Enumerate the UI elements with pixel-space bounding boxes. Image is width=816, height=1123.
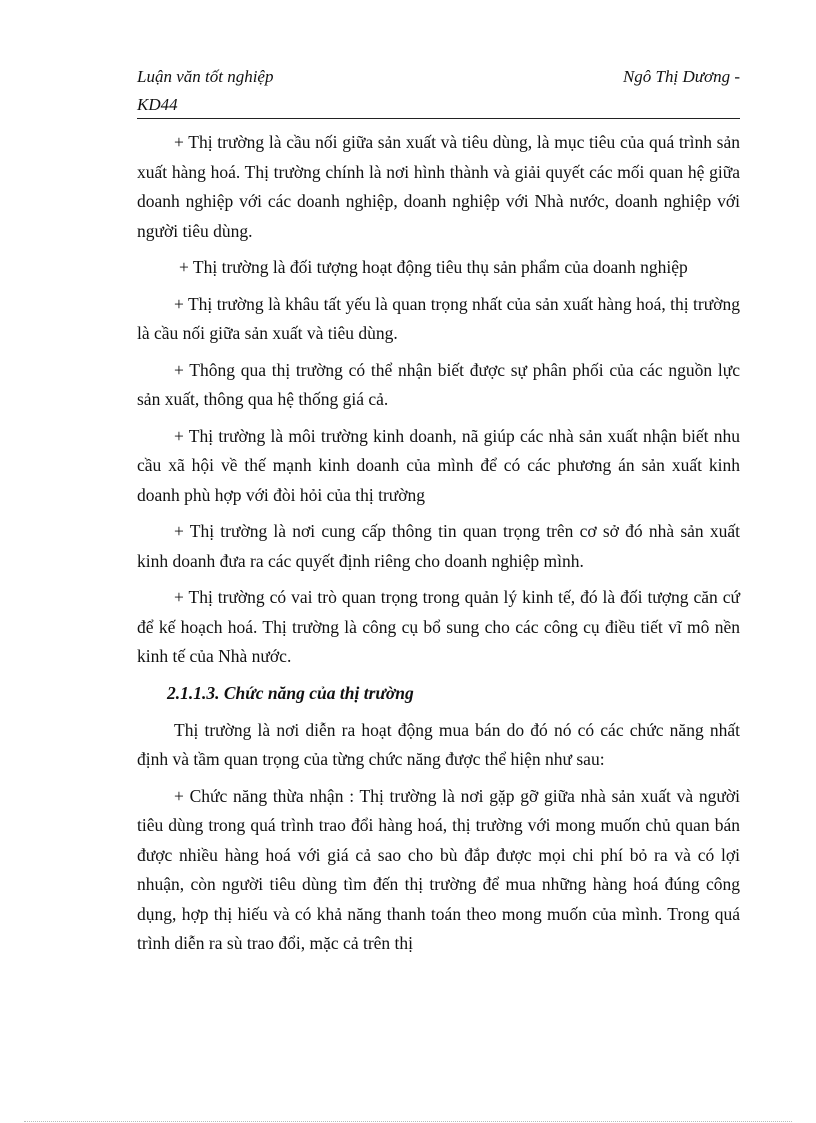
paragraph-market-bridge: + Thị trường là cầu nối giữa sản xuất và tiêu dùng, là mục tiêu của quá trình sản xuất hàng hoá. Thị trường chính là nơi hình thành và giải quyết các mối quan hệ giữa doanh nghiệp với các doanh nghiệp, doanh nghiệp với Nhà nước, doanh nghiệp với người tiêu dùng.	[137, 132, 740, 241]
paragraph-market-management: + Thị trường có vai trò quan trọng trong quản lý kinh tế, đó là đối tượng căn cứ để kế hoạch hoá. Thị trường là công cụ bổ sung cho các công cụ điều tiết vĩ mô nền kinh tế của Nhà nước.	[137, 587, 740, 666]
header-thesis-title: Luận văn tốt nghiệp	[137, 67, 274, 86]
paragraph-market-resources: + Thông qua thị trường có thể nhận biết được sự phân phối của các nguồn lực sản xuất, thông qua hệ thống giá cả.	[137, 359, 740, 409]
document-body	[137, 128, 740, 966]
section-heading: 2.1.1.3. Chức năng của thị trường	[167, 682, 414, 703]
header-author-name: Ngô Thị Dương -	[622, 67, 740, 86]
page-header	[137, 62, 740, 118]
paragraph-functions-intro: Thị trường là nơi diễn ra hoạt động mua bán do đó nó có các chức năng nhất định và tầm quan trọng của từng chức năng được thể hiện như sau:	[137, 719, 740, 769]
paragraph-market-object: + Thị trường là đối tượng hoạt động tiêu thụ sản phẩm của doanh nghiệp	[179, 257, 688, 277]
paragraph-recognition-function: + Chức năng thừa nhận : Thị trường là nơi gặp gỡ giữa nhà sản xuất và người tiêu dùng trong quá trình trao đổi hàng hoá, thị trường với mong muốn chủ quan bán được nhiều hàng hoá với giá cả sao cho bù đắp được mọi chi phí bỏ ra và có lợi nhuận, còn người tiêu dùng tìm đến thị trường để mua những hàng hoá đúng công dụng, hợp thị hiếu và có khả năng thanh toán theo mong muốn của mình. Trong quá trình diễn ra sù trao đổi, mặc cả trên thị	[137, 785, 740, 953]
header-divider	[137, 118, 740, 119]
paragraph-market-environment: + Thị trường là môi trường kinh doanh, nã giúp các nhà sản xuất nhận biết nhu cầu xã hội về thế mạnh kinh doanh của mình để có các phương án sản xuất kinh doanh phù hợp với đòi hỏi của thị trường	[137, 425, 740, 505]
header-class-code: KD44	[137, 95, 178, 114]
page-bottom-border	[24, 1121, 792, 1122]
paragraph-market-information: + Thị trường là nơi cung cấp thông tin quan trọng trên cơ sở đó nhà sản xuất kinh doanh đưa ra các quyết định riêng cho doanh nghiệp mình.	[137, 521, 740, 571]
paragraph-market-essential: + Thị trường là khâu tất yếu là quan trọng nhất của sản xuất hàng hoá, thị trường là cầu nối giữa sản xuất và tiêu dùng.	[137, 293, 740, 343]
